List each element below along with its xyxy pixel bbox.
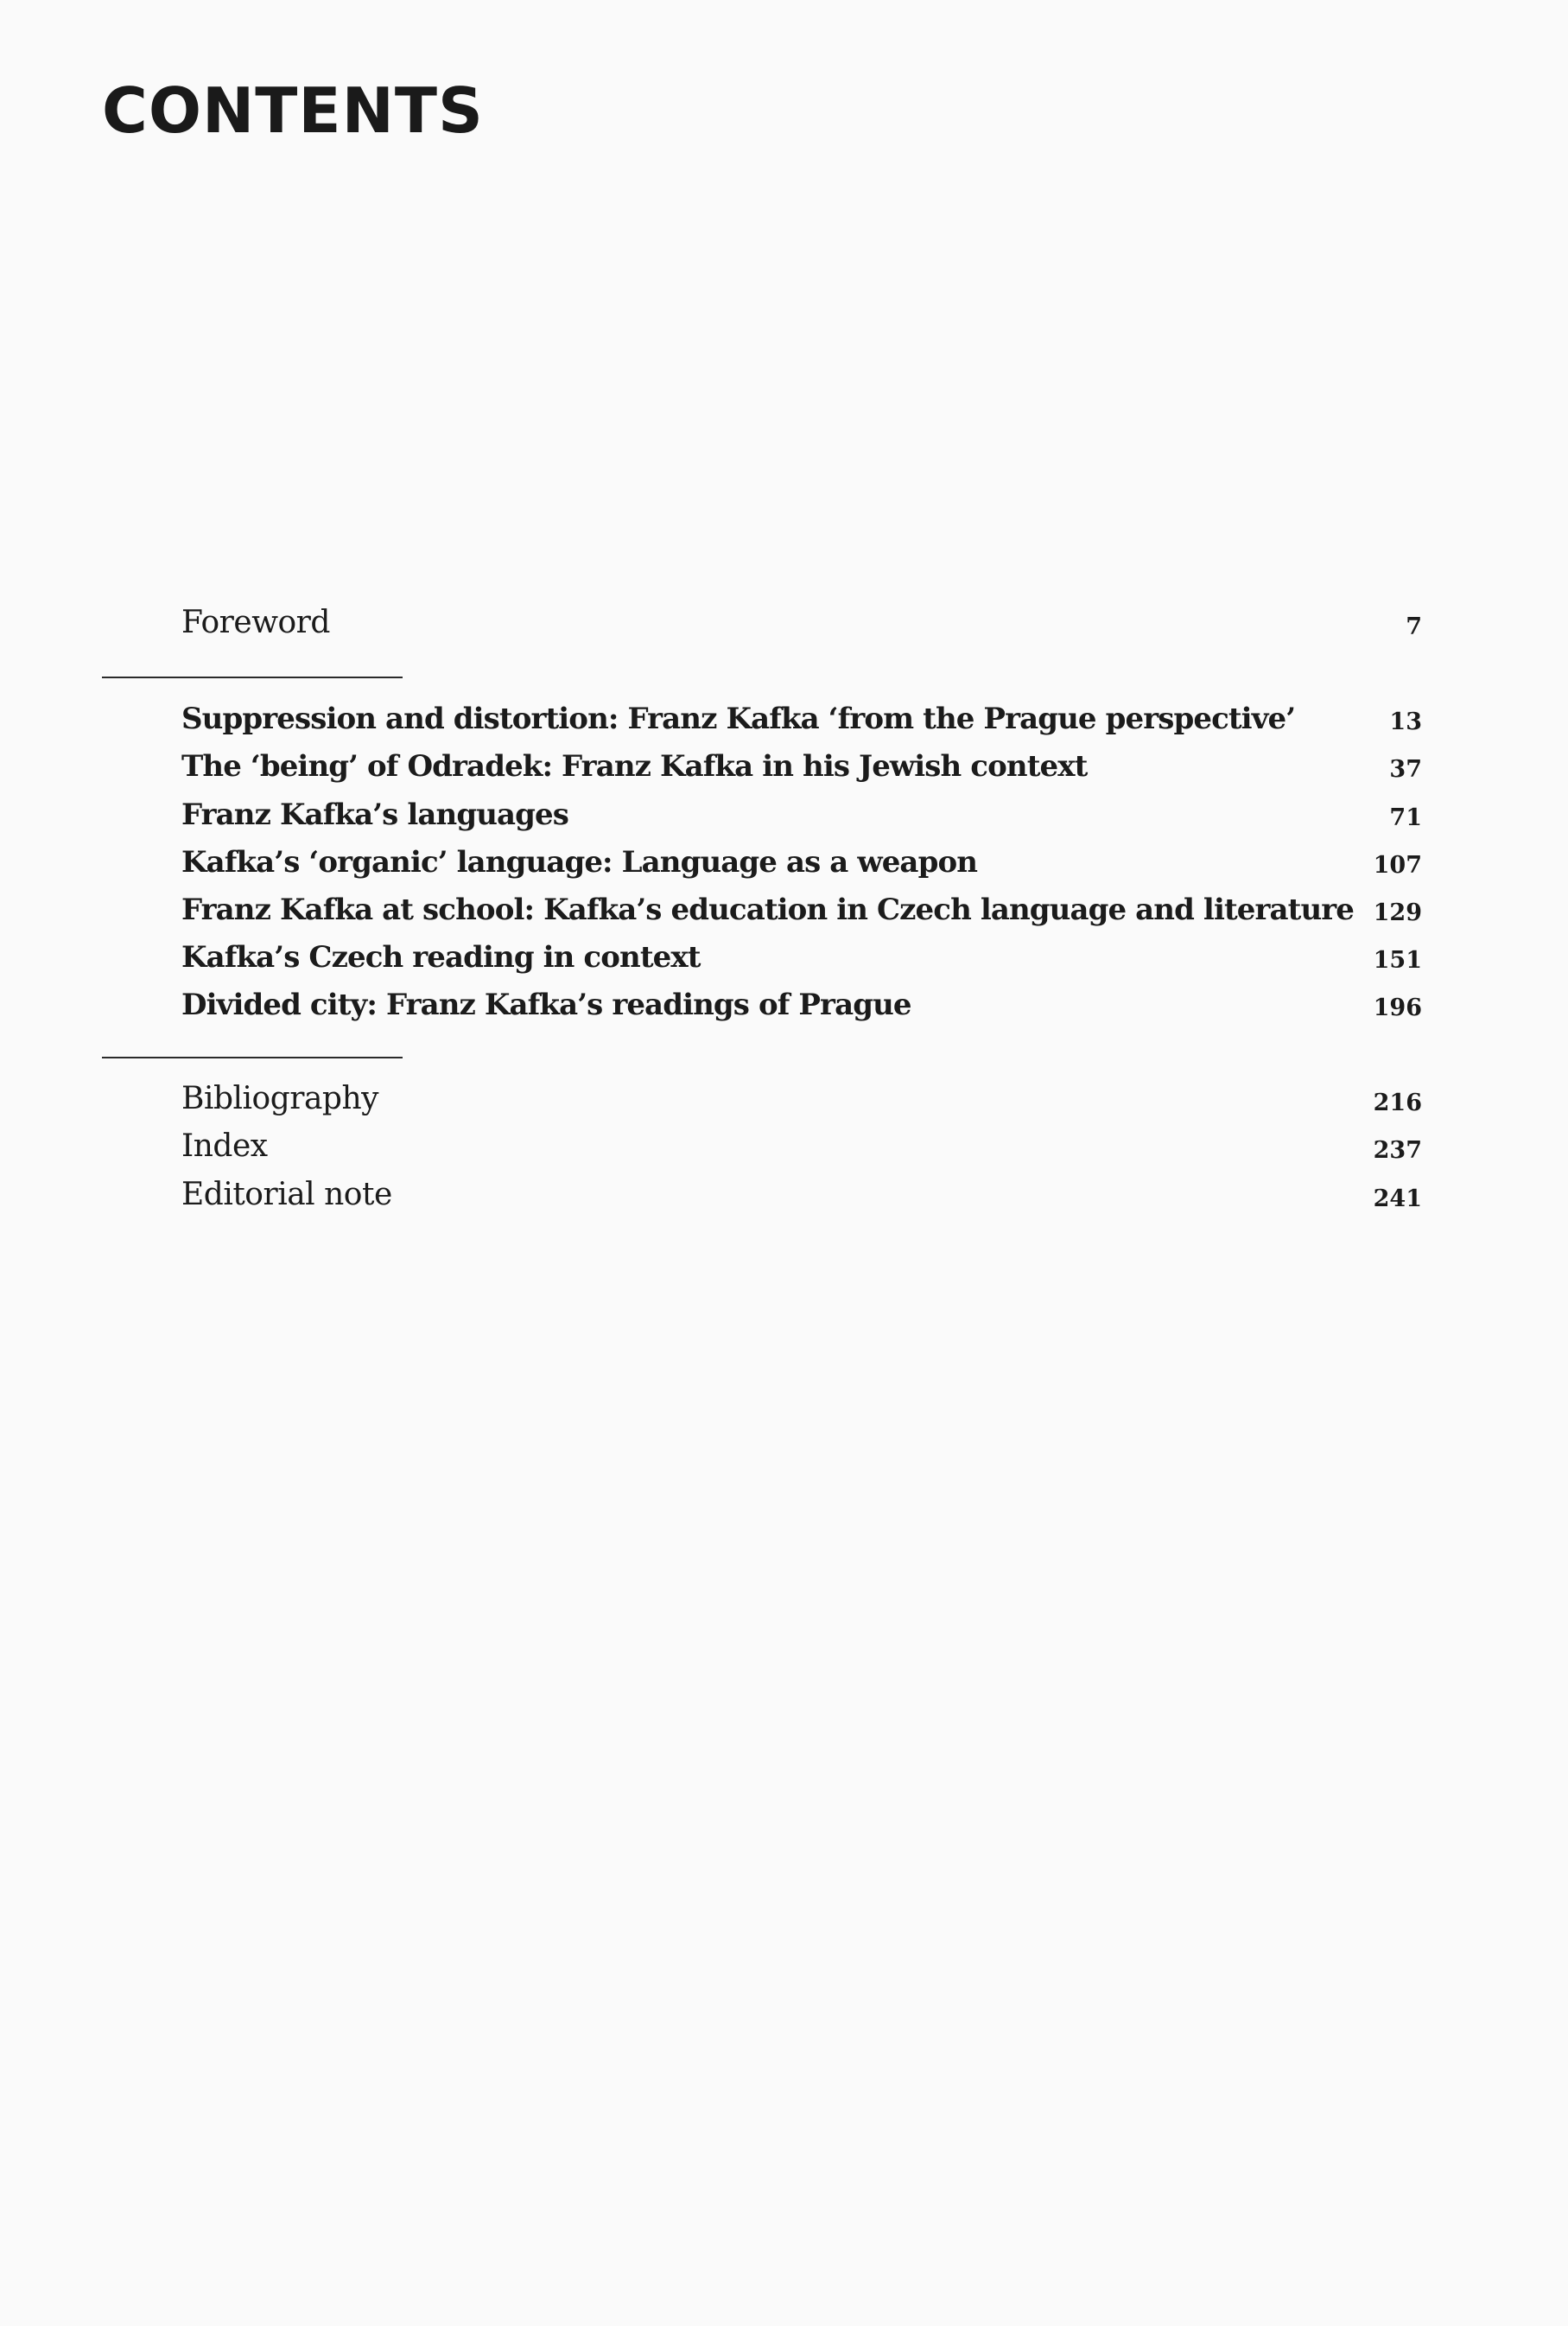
toc-entry-page-number: 7	[1406, 613, 1422, 641]
toc-entry-page-number: 237	[1373, 1137, 1422, 1165]
toc-entry-page-number: 71	[1389, 804, 1422, 831]
toc-entry-title: Editorial note	[181, 1176, 392, 1212]
back-matter-section	[0, 1076, 1568, 1219]
chapters-section	[0, 695, 1568, 1028]
toc-entry-chapter-6[interactable]	[0, 933, 1568, 981]
toc-entry-page-number: 129	[1373, 899, 1422, 926]
toc-entry-index[interactable]	[0, 1123, 1568, 1171]
toc-entry-title: Franz Kafka at school: Kafka’s education in Czech language and literature	[181, 892, 1355, 927]
toc-entry-title: Kafka’s Czech reading in context	[181, 940, 701, 976]
toc-entry-page-number: 37	[1389, 756, 1422, 784]
toc-entry-chapter-5[interactable]	[0, 886, 1568, 933]
toc-entry-editorial-note[interactable]	[0, 1171, 1568, 1218]
toc-entry-page-number: 107	[1373, 851, 1422, 879]
toc-entry-title: Divided city: Franz Kafka’s readings of Prague	[181, 988, 911, 1023]
toc-entry-chapter-7[interactable]	[0, 981, 1568, 1028]
toc-entry-page-number: 196	[1373, 995, 1422, 1022]
toc-entry-title: Index	[181, 1128, 268, 1165]
section-divider	[102, 677, 403, 678]
toc-entry-page-number: 151	[1373, 947, 1422, 975]
toc-entry-title: Kafka’s ‘organic’ language: Language as a weapon	[181, 844, 978, 880]
toc-entry-chapter-2[interactable]	[0, 742, 1568, 790]
toc-entry-bibliography[interactable]	[0, 1076, 1568, 1123]
toc-entry-chapter-1[interactable]	[0, 695, 1568, 742]
toc-entry-page-number: 241	[1373, 1185, 1422, 1212]
toc-entry-foreword[interactable]	[0, 600, 1568, 647]
toc-entry-title: Bibliography	[181, 1081, 378, 1117]
toc-entry-page-number: 216	[1373, 1090, 1422, 1117]
toc-entry-title: Suppression and distortion: Franz Kafka ‘from the Prague perspective’	[181, 702, 1296, 737]
toc-entry-title: Foreword	[181, 605, 330, 641]
toc-entry-chapter-3[interactable]	[0, 790, 1568, 837]
toc-entry-page-number: 13	[1389, 709, 1422, 736]
section-divider	[102, 1057, 403, 1058]
front-matter-section	[0, 600, 1568, 647]
toc-entry-title: The ‘being’ of Odradek: Franz Kafka in his Jewish context	[181, 749, 1088, 785]
toc-entry-title: Franz Kafka’s languages	[181, 797, 568, 832]
page-title: CONTENTS	[102, 74, 484, 147]
toc-entry-chapter-4[interactable]	[0, 838, 1568, 886]
